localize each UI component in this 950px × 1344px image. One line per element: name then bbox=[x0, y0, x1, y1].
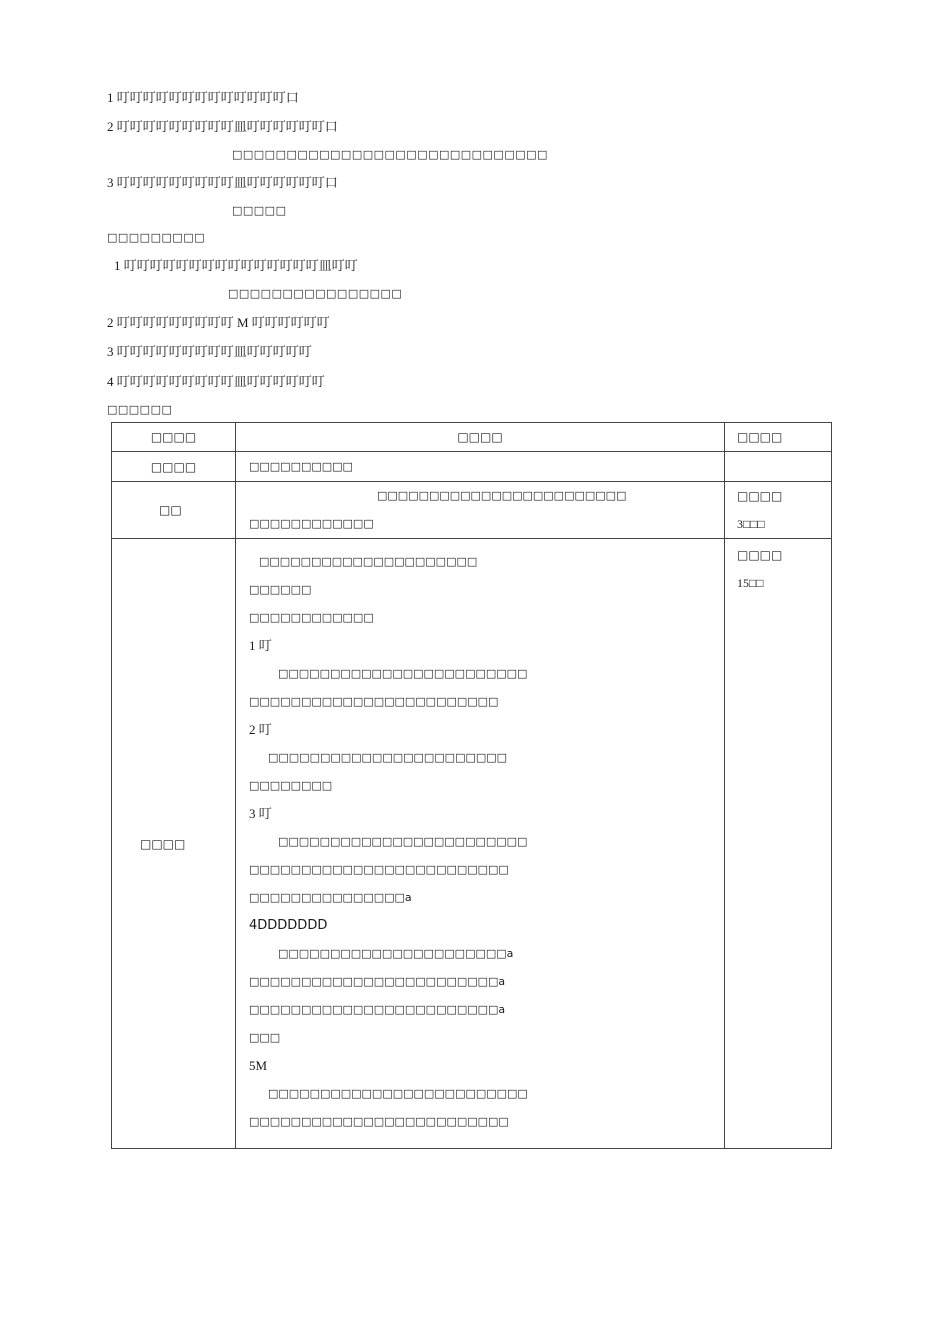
row3-col2-line-18: □□□ bbox=[249, 1031, 281, 1044]
intro-line-5: 2 叮叮叮叮叮叮叮叮叮 M 叮叮叮叮叮叮 bbox=[107, 315, 330, 330]
row2-col3-line-1: □□□□ bbox=[737, 489, 783, 503]
header-col-3-label: □□□□ bbox=[737, 430, 783, 444]
table-row bbox=[112, 452, 832, 482]
section-heading-1: □□□□□□□□□ bbox=[107, 231, 206, 244]
section-heading-2: □□□□□□ bbox=[107, 403, 173, 416]
header-col-1-label: □□□□ bbox=[150, 430, 197, 444]
row2-col1 bbox=[112, 482, 236, 539]
intro-line-7: 4 叮叮叮叮叮叮叮叮叮皿叮叮叮叮叮叮 bbox=[107, 374, 325, 389]
intro-line-6: 3 叮叮叮叮叮叮叮叮叮皿叮叮叮叮叮 bbox=[107, 344, 312, 359]
header-col-3 bbox=[725, 423, 832, 452]
header-col-2-label: □□□□ bbox=[457, 430, 503, 444]
row2-col2-line-1: □□□□□□□□□□□□□□□□□□□□□□□□ bbox=[377, 489, 627, 502]
intro-line-2-cont: □□□□□□□□□□□□□□□□□□□□□□□□□□□□□ bbox=[232, 148, 548, 161]
row3-col2-line-10: 3 叮 bbox=[249, 806, 272, 821]
table-row bbox=[112, 539, 832, 1149]
row1-col2 bbox=[236, 452, 725, 482]
row2-col3 bbox=[725, 482, 832, 539]
row3-col2-line-6: □□□□□□□□□□□□□□□□□□□□□□□□ bbox=[249, 695, 499, 708]
row3-col2-line-5: □□□□□□□□□□□□□□□□□□□□□□□□ bbox=[278, 667, 528, 680]
row3-col2-line-7: 2 叮 bbox=[249, 722, 272, 737]
row2-col2 bbox=[236, 482, 725, 539]
table-header-row bbox=[112, 423, 832, 452]
row3-col2-line-15: □□□□□□□□□□□□□□□□□□□□□□a bbox=[278, 947, 514, 960]
lesson-table bbox=[111, 422, 832, 1149]
intro-line-4-cont: □□□□□□□□□□□□□□□□ bbox=[228, 287, 403, 300]
row1-col1 bbox=[112, 452, 236, 482]
row3-col2-line-4: 1 叮 bbox=[249, 638, 272, 653]
row3-col2-line-9: □□□□□□□□ bbox=[249, 779, 333, 792]
intro-line-1: 1 叮叮叮叮叮叮叮叮叮叮叮叮叮口 bbox=[107, 90, 299, 105]
row3-col2-line-12: □□□□□□□□□□□□□□□□□□□□□□□□□ bbox=[249, 863, 509, 876]
row3-col2-line-2: □□□□□□ bbox=[249, 583, 312, 596]
row3-col2-line-13: □□□□□□□□□□□□□□□a bbox=[249, 891, 412, 904]
row3-col3-line-1: □□□□ bbox=[737, 548, 783, 562]
intro-line-3-cont: □□□□□ bbox=[232, 204, 287, 217]
row3-col2-line-3: □□□□□□□□□□□□ bbox=[249, 611, 374, 624]
row2-col2-line-2: □□□□□□□□□□□□ bbox=[249, 517, 374, 530]
row3-col2-line-14: 4DDDDDDD bbox=[249, 918, 328, 933]
intro-line-2: 2 叮叮叮叮叮叮叮叮叮皿叮叮叮叮叮叮口 bbox=[107, 119, 338, 134]
row3-col1-text: □□□□ bbox=[140, 836, 186, 851]
row1-col1-text: □□□□ bbox=[150, 459, 197, 474]
row2-col1-text: □□ bbox=[159, 503, 182, 517]
row3-col3-line-2: 15□□ bbox=[737, 576, 764, 590]
row3-col2-line-19: 5M bbox=[249, 1058, 268, 1073]
row2-col3-line-2: 3□□□ bbox=[737, 517, 765, 531]
row3-col2-line-8: □□□□□□□□□□□□□□□□□□□□□□□ bbox=[268, 751, 508, 764]
header-col-2 bbox=[236, 423, 725, 452]
row3-col3 bbox=[725, 539, 832, 1149]
table-row bbox=[112, 482, 832, 539]
intro-line-4: 1 叮叮叮叮叮叮叮叮叮叮叮叮叮叮叮皿叮叮 bbox=[114, 258, 358, 273]
row1-col2-text: □□□□□□□□□□ bbox=[249, 459, 353, 473]
row3-col2-line-11: □□□□□□□□□□□□□□□□□□□□□□□□ bbox=[278, 835, 528, 848]
row1-col3 bbox=[725, 452, 832, 482]
row3-col2-line-1: □□□□□□□□□□□□□□□□□□□□□ bbox=[259, 555, 478, 568]
row3-col2-line-16: □□□□□□□□□□□□□□□□□□□□□□□□a bbox=[249, 975, 506, 988]
row3-col2-line-20: □□□□□□□□□□□□□□□□□□□□□□□□□ bbox=[268, 1087, 528, 1100]
row3-col2-line-21: □□□□□□□□□□□□□□□□□□□□□□□□□ bbox=[249, 1115, 509, 1128]
header-col-1 bbox=[112, 423, 236, 452]
row3-col2-line-17: □□□□□□□□□□□□□□□□□□□□□□□□a bbox=[249, 1003, 506, 1016]
row3-col1 bbox=[112, 539, 236, 1149]
row3-col2 bbox=[236, 539, 725, 1149]
intro-line-3: 3 叮叮叮叮叮叮叮叮叮皿叮叮叮叮叮叮口 bbox=[107, 175, 338, 190]
